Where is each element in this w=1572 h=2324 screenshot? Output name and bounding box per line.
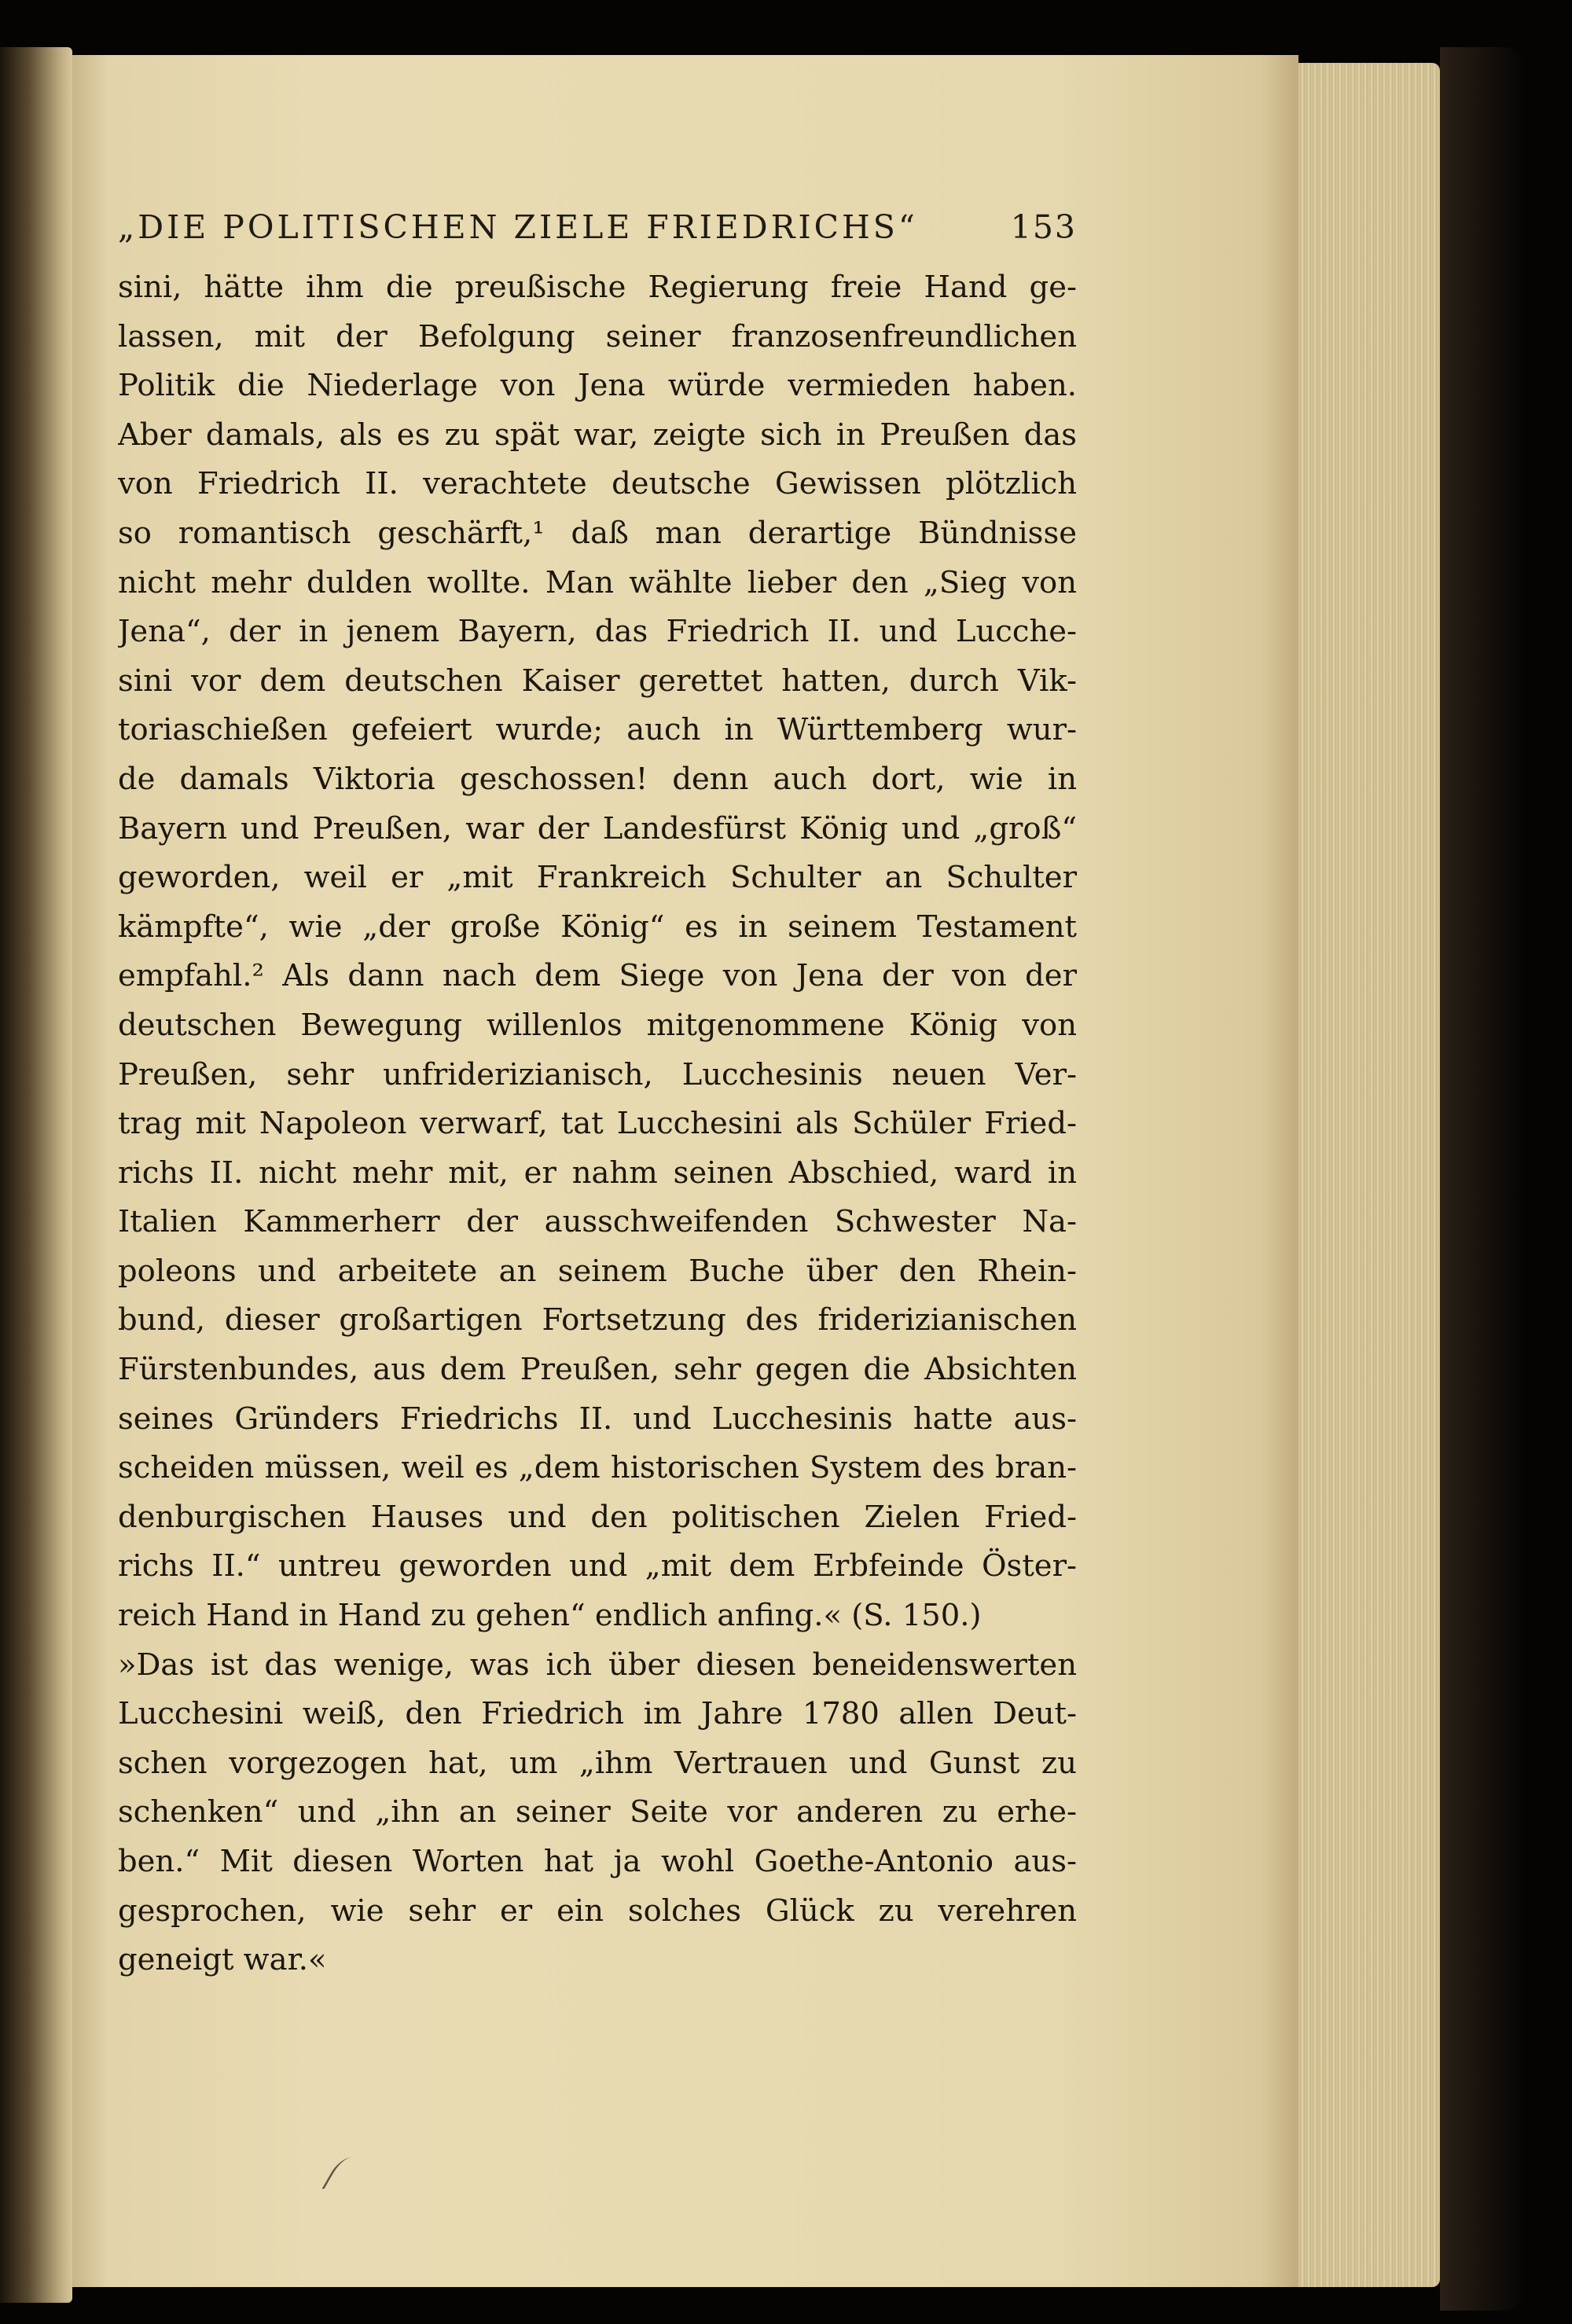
text-line: geworden, weil er „mit Frankreich Schulter an Schulter — [118, 860, 1077, 896]
text-line: »Das ist das wenige, was ich über diesen beneidenswerten — [118, 1647, 1077, 1683]
left-page-edge — [0, 47, 72, 2303]
text-line: Lucchesini weiß, den Friedrich im Jahre 1780 allen Deut- — [118, 1696, 1077, 1732]
text-line: Jena“, der in jenem Bayern, das Friedrich II. und Lucche- — [118, 614, 1077, 650]
text-line: scheiden müssen, weil es „dem historischen System des bran- — [118, 1450, 1077, 1486]
text-line: denburgischen Hauses und den politischen Zielen Fried- — [118, 1499, 1077, 1535]
text-line: geneigt war.« — [118, 1942, 327, 1978]
text-line: empfahl.² Als dann nach dem Siege von Jena der von der — [118, 958, 1077, 994]
page-number: 153 — [1010, 208, 1077, 246]
text-line: Preußen, sehr unfriderizianisch, Lucchesinis neuen Ver- — [118, 1056, 1077, 1092]
text-line: bund, dieser großartigen Fortsetzung des friderizianischen — [118, 1302, 1077, 1338]
text-line: nicht mehr dulden wollte. Man wählte lieber den „Sieg von — [118, 564, 1077, 600]
text-line: sini vor dem deutschen Kaiser gerettet hatten, durch Vik- — [118, 663, 1077, 699]
text-line: Politik die Niederlage von Jena würde vermieden haben. — [118, 368, 1077, 404]
text-line: schen vorgezogen hat, um „ihm Vertrauen und Gunst zu — [118, 1745, 1077, 1781]
book-cover-edge — [1440, 47, 1526, 2311]
text-line: ben.“ Mit diesen Worten hat ja wohl Goethe-Antonio aus- — [118, 1844, 1077, 1879]
text-line: poleons und arbeitete an seinem Buche über den Rhein- — [118, 1253, 1077, 1289]
text-line: richs II.“ untreu geworden und „mit dem Erbfeinde Öster- — [118, 1548, 1077, 1584]
text-line: trag mit Napoleon verwarf, tat Lucchesini als Schüler Fried- — [118, 1106, 1077, 1142]
text-line: lassen, mit der Befolgung seiner franzosenfreundlichen — [118, 318, 1077, 354]
text-line: sini, hätte ihm die preußische Regierung freie Hand ge- — [118, 270, 1077, 305]
page-block-edge — [1298, 63, 1440, 2287]
text-line: von Friedrich II. verachtete deutsche Gewissen plötzlich — [118, 466, 1077, 502]
text-line: Italien Kammerherr der ausschweifenden Schwester Na- — [118, 1204, 1077, 1240]
text-line: Fürstenbundes, aus dem Preußen, sehr gegen die Absichten — [118, 1352, 1077, 1388]
text-line: kämpfte“, wie „der große König“ es in seinem Testament — [118, 909, 1077, 945]
running-head-title: „DIE POLITISCHEN ZIELE FRIEDRICHS“ — [118, 208, 918, 246]
text-line: reich Hand in Hand zu gehen“ endlich anfing.« (S. 150.) — [118, 1598, 982, 1634]
text-line: toriaschießen gefeiert wurde; auch in Württemberg wur- — [118, 712, 1077, 748]
text-line: seines Gründers Friedrichs II. und Lucchesinis hatte aus- — [118, 1401, 1077, 1437]
text-line: Bayern und Preußen, war der Landesfürst König und „groß“ — [118, 810, 1077, 846]
text-line: schenken“ und „ihn an seiner Seite vor anderen zu erhe- — [118, 1794, 1077, 1830]
text-line: Aber damals, als es zu spät war, zeigte sich in Preußen das — [118, 417, 1077, 453]
body-text — [118, 263, 1077, 1985]
text-line: de damals Viktoria geschossen! denn auch dort, wie in — [118, 761, 1077, 797]
text-line: gesprochen, wie sehr er ein solches Glück zu verehren — [118, 1893, 1077, 1929]
text-line: richs II. nicht mehr mit, er nahm seinen Abschied, ward in — [118, 1155, 1077, 1191]
text-line: deutschen Bewegung willenlos mitgenommene König von — [118, 1007, 1077, 1043]
text-line: so romantisch geschärft,¹ daß man derartige Bündnisse — [118, 515, 1077, 551]
